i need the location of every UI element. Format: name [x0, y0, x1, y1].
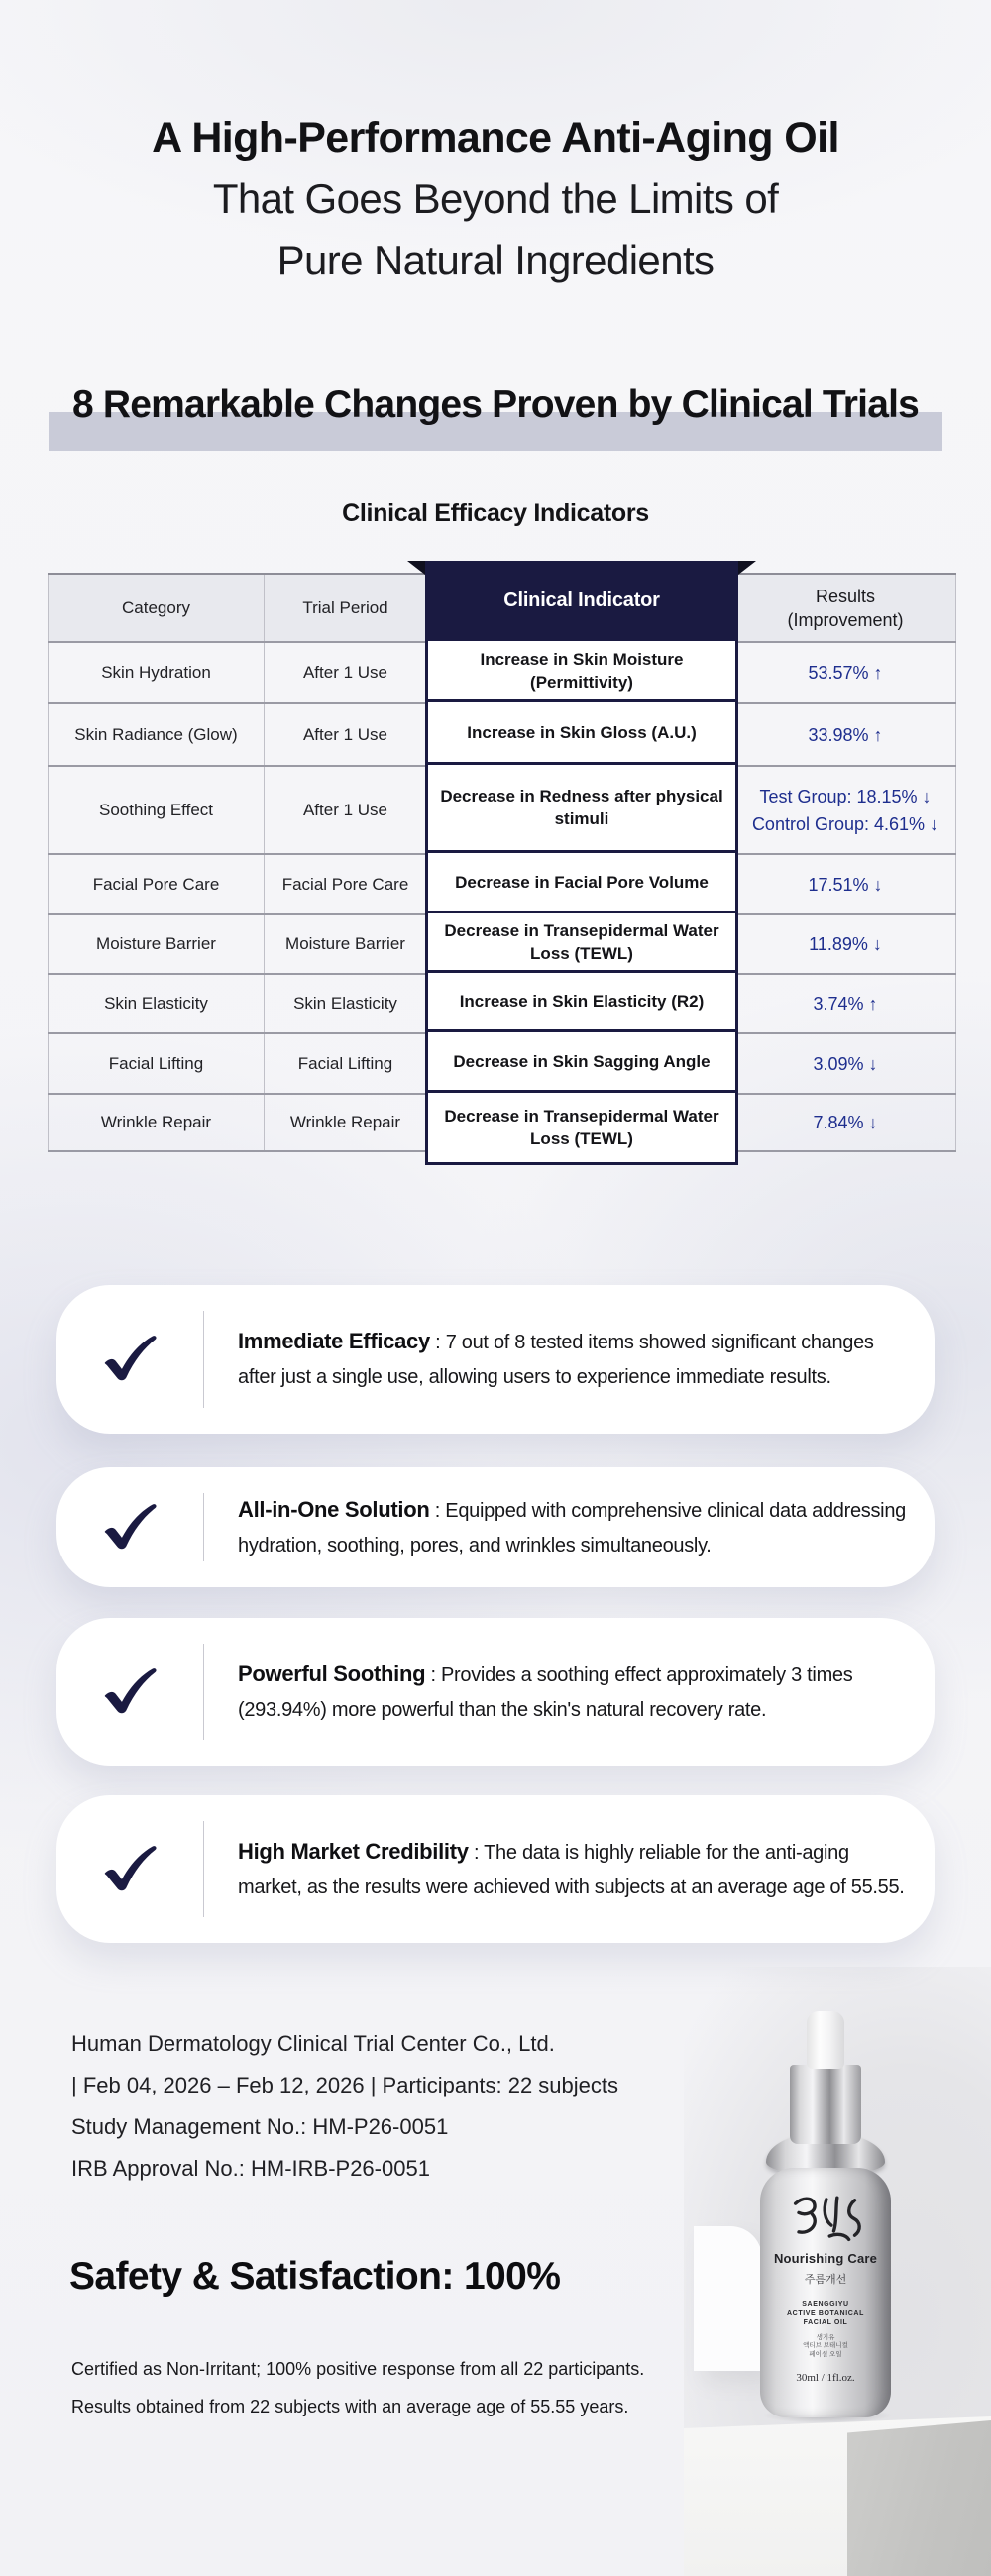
- row-results: 3.74% ↑: [735, 975, 956, 1032]
- checkmark-icon: [56, 1497, 203, 1558]
- row-results: 33.98% ↑: [735, 704, 956, 765]
- row-category: Skin Radiance (Glow): [48, 704, 265, 765]
- page-title: [0, 107, 991, 291]
- pedestal-side: [847, 2420, 991, 2576]
- highlight-text: All-in-One Solution : Equipped with comprehensive clinical data addressing hydration, soothing, pores, and wrinkles simultaneously.: [238, 1496, 906, 1556]
- row-results: 17.51% ↓: [735, 855, 956, 913]
- row-results: Test Group: 18.15% ↓ Control Group: 4.61% ↓: [735, 767, 956, 853]
- dropper-bulb: [807, 2011, 844, 2069]
- product-bottle: [759, 2011, 892, 2417]
- header-results-line: Results: [815, 586, 876, 606]
- indicator-cell: Increase in Skin Moisture (Permittivity): [425, 641, 738, 702]
- row-category: Skin Hydration: [48, 643, 265, 702]
- indicator-cell: Decrease in Transepidermal Water Loss (TEWL): [425, 913, 738, 973]
- row-category: Soothing Effect: [48, 767, 265, 853]
- row-period: After 1 Use: [265, 704, 427, 765]
- highlight-title: High Market Credibility: [238, 1838, 469, 1864]
- indicator-cell: Decrease in Facial Pore Volume: [425, 853, 738, 913]
- title-line-2: That Goes Beyond the Limits of: [212, 175, 779, 222]
- indicator-cell: Increase in Skin Gloss (A.U.): [425, 702, 738, 765]
- row-category: Facial Lifting: [48, 1034, 265, 1093]
- study-info: [71, 2023, 618, 2190]
- row-period: After 1 Use: [265, 767, 427, 853]
- clinical-indicator-column: [425, 561, 738, 1165]
- white-board: [694, 2226, 762, 2371]
- descriptor-line: SAENGGIYU: [802, 2301, 849, 2308]
- highlight-text: High Market Credibility : The data is highly reliable for the anti-aging market, as the results were achieved with subjects at an average age of 55.55.: [238, 1838, 905, 1898]
- row-period: Wrinkle Repair: [265, 1095, 427, 1150]
- descriptor-kr-line: 액티브 보태니컬: [803, 2342, 848, 2349]
- product-name: Nourishing Care: [773, 2251, 878, 2266]
- checkmark-icon: [56, 1662, 203, 1723]
- highlight-card: [56, 1795, 935, 1943]
- safety-text: [71, 2350, 644, 2425]
- study-info-line: Study Management No.: HM-P26-0051: [71, 2114, 449, 2139]
- safety-line: Certified as Non-Irritant; 100% positive response from all 22 participants.: [71, 2359, 645, 2379]
- descriptor-line: ACTIVE BOTANICAL: [787, 2309, 864, 2317]
- row-results: 7.84% ↓: [735, 1095, 956, 1150]
- highlight-title: All-in-One Solution: [238, 1496, 430, 1522]
- indicator-cell: Decrease in Transepidermal Water Loss (TEWL): [425, 1093, 738, 1165]
- product-descriptor-kr: [803, 2334, 848, 2360]
- row-period: After 1 Use: [265, 643, 427, 702]
- indicator-cell: Decrease in Redness after physical stimuli: [425, 765, 738, 853]
- indicator-cell: Increase in Skin Elasticity (R2): [425, 973, 738, 1032]
- study-info-line: | Feb 04, 2026 – Feb 12, 2026 | Participants: 22 subjects: [71, 2073, 618, 2097]
- product-descriptor: [787, 2300, 864, 2328]
- highlight-card: [56, 1285, 935, 1434]
- row-results: 11.89% ↓: [735, 915, 956, 973]
- checkmark-icon: [56, 1329, 203, 1390]
- indicator-cell: Decrease in Skin Sagging Angle: [425, 1032, 738, 1093]
- header-category: Category: [48, 575, 265, 641]
- header-results-line: (Improvement): [787, 609, 904, 630]
- title-line-1: A High-Performance Anti-Aging Oil: [152, 114, 839, 161]
- indicator-column-header: Clinical Indicator: [425, 561, 738, 641]
- descriptor-line: FACIAL OIL: [803, 2319, 848, 2326]
- row-category: Moisture Barrier: [48, 915, 265, 973]
- header-results: [735, 575, 956, 641]
- descriptor-kr-line: 페이셜 오일: [809, 2350, 842, 2358]
- highlight-text: Immediate Efficacy : 7 out of 8 tested items showed significant changes after just a single use, allowing users to experience immediate results.: [238, 1329, 874, 1388]
- dropper-collar: [790, 2065, 861, 2144]
- study-info-line: Human Dermatology Clinical Trial Center Co., Ltd.: [71, 2031, 555, 2056]
- safety-line: Results obtained from 22 subjects with an average age of 55.55 years.: [71, 2397, 629, 2416]
- highlight-text: Powerful Soothing : Provides a soothing effect approximately 3 times (293.94%) more powerful than the skin's natural recovery rate.: [238, 1661, 853, 1721]
- row-period: Moisture Barrier: [265, 915, 427, 973]
- row-period: Facial Pore Care: [265, 855, 427, 913]
- safety-heading: Safety & Satisfaction: 100%: [69, 2255, 561, 2298]
- descriptor-kr-line: 생기유: [816, 2333, 835, 2341]
- row-category: Facial Pore Care: [48, 855, 265, 913]
- product-volume: 30ml / 1fl.oz.: [796, 2372, 855, 2384]
- row-category: Skin Elasticity: [48, 975, 265, 1032]
- highlight-title: Immediate Efficacy: [238, 1329, 430, 1353]
- row-period: Facial Lifting: [265, 1034, 427, 1093]
- product-photo: [684, 1967, 991, 2576]
- section-heading: 8 Remarkable Changes Proven by Clinical Trials: [71, 383, 920, 426]
- highlight-card: [56, 1467, 935, 1587]
- row-results: 3.09% ↓: [735, 1034, 956, 1093]
- brand-calligraphy-logo: [788, 2194, 863, 2247]
- highlight-card: [56, 1618, 935, 1766]
- header-trial-period: Trial Period: [265, 575, 427, 641]
- table-title: Clinical Efficacy Indicators: [342, 499, 649, 527]
- highlight-title: Powerful Soothing: [238, 1661, 426, 1686]
- study-info-line: IRB Approval No.: HM-IRB-P26-0051: [71, 2156, 430, 2181]
- row-category: Wrinkle Repair: [48, 1095, 265, 1150]
- row-results: 53.57% ↑: [735, 643, 956, 702]
- bottle-body: [760, 2168, 891, 2417]
- checkmark-icon: [56, 1839, 203, 1900]
- row-period: Skin Elasticity: [265, 975, 427, 1032]
- title-line-3: Pure Natural Ingredients: [276, 237, 715, 283]
- product-name-kr: 주름개선: [804, 2274, 847, 2286]
